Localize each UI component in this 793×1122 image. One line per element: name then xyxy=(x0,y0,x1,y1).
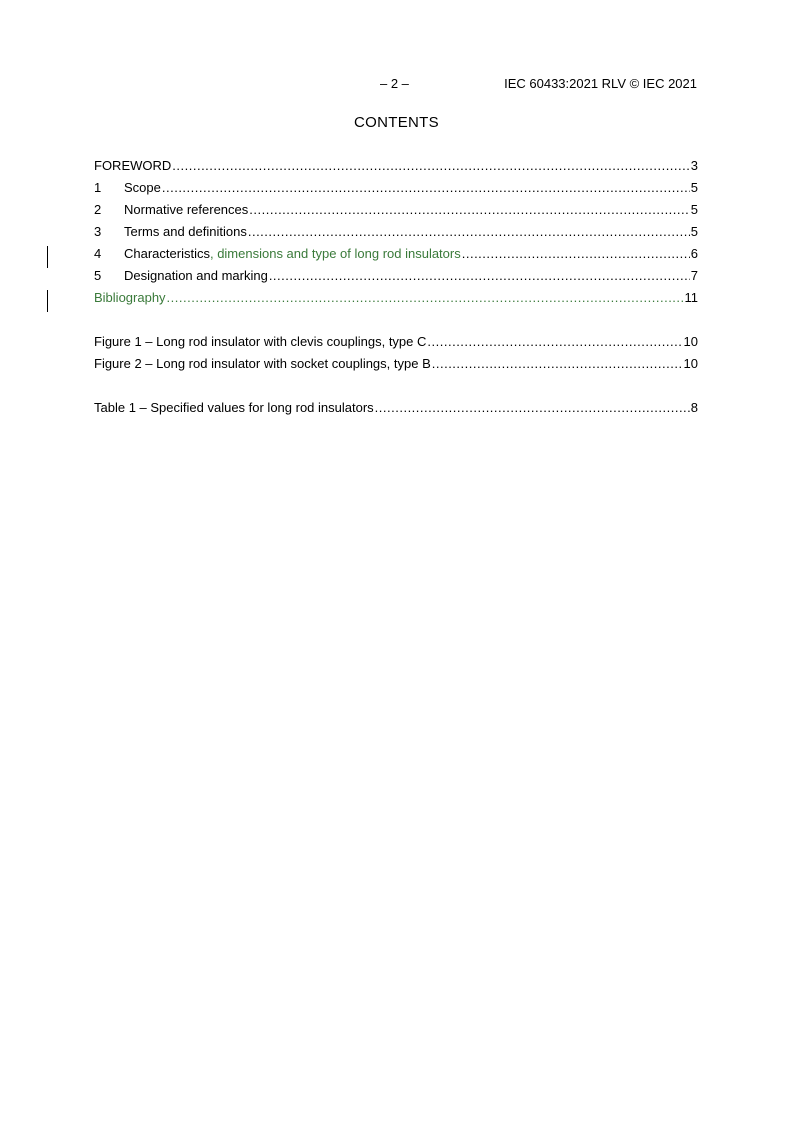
dot-leader xyxy=(167,290,684,306)
toc-entry-page: 11 xyxy=(684,290,698,305)
toc-entry-characteristics[interactable] xyxy=(94,246,698,262)
dot-leader xyxy=(172,158,689,174)
figure-entry-page: 10 xyxy=(683,334,698,349)
toc-entry-label: Designation and marking xyxy=(124,268,268,283)
toc-entry-page: 5 xyxy=(690,180,698,195)
toc-entry-number: 2 xyxy=(94,202,102,217)
dot-leader xyxy=(432,356,683,372)
dot-leader xyxy=(248,224,690,240)
toc-entry-number: 4 xyxy=(94,246,102,261)
toc-entry-page: 5 xyxy=(690,202,698,217)
dot-leader xyxy=(462,246,690,262)
toc-entry-label: FOREWORD xyxy=(94,158,172,173)
toc-entry-page: 5 xyxy=(690,224,698,239)
dot-leader xyxy=(427,334,682,350)
document-id: IEC 60433:2021 RLV © IEC 2021 xyxy=(504,76,697,91)
figure-entry-page: 10 xyxy=(683,356,698,371)
toc-entry-designation-and-marking[interactable] xyxy=(94,268,698,284)
dot-leader xyxy=(375,400,690,416)
toc-entry-bibliography[interactable] xyxy=(94,290,698,306)
figure-entry-label: Figure 1 – Long rod insulator with clevis couplings, type C xyxy=(94,334,427,349)
toc-entry-added-text: Bibliography xyxy=(94,290,166,305)
figure-entry[interactable] xyxy=(94,356,698,372)
toc-entry-page: 3 xyxy=(690,158,698,173)
toc-entry-label: Scope xyxy=(124,180,161,195)
dot-leader xyxy=(269,268,690,284)
table-entry-label: Table 1 – Specified values for long rod insulators xyxy=(94,400,374,415)
toc-entry-label: Terms and definitions xyxy=(124,224,247,239)
dot-leader xyxy=(162,180,690,196)
toc-entry-number: 1 xyxy=(94,180,102,195)
toc-entry-label: Characteristics xyxy=(124,246,210,261)
page-title: CONTENTS xyxy=(354,114,439,131)
table-entry[interactable] xyxy=(94,400,698,416)
toc-entry-added-text: , dimensions and type of long rod insulators xyxy=(209,246,461,261)
toc-entry-page: 6 xyxy=(690,246,698,261)
toc-entry-page: 7 xyxy=(690,268,698,283)
dot-leader xyxy=(249,202,689,218)
toc-entry-number: 5 xyxy=(94,268,102,283)
toc-entry-number: 3 xyxy=(94,224,102,239)
change-bar xyxy=(47,290,48,312)
figure-entry-label: Figure 2 – Long rod insulator with socket couplings, type B xyxy=(94,356,431,371)
toc-entry-terms-and-definitions[interactable] xyxy=(94,224,698,240)
toc-entry-label: Normative references xyxy=(124,202,249,217)
toc-entry-normative-references[interactable] xyxy=(94,202,698,218)
page-header xyxy=(0,76,793,92)
toc-entry-scope[interactable] xyxy=(94,180,698,196)
table-entry-page: 8 xyxy=(690,400,698,415)
change-bar xyxy=(47,246,48,268)
figure-entry[interactable] xyxy=(94,334,698,350)
page-number: – 2 – xyxy=(380,76,409,91)
toc-entry-foreword[interactable] xyxy=(94,158,698,174)
